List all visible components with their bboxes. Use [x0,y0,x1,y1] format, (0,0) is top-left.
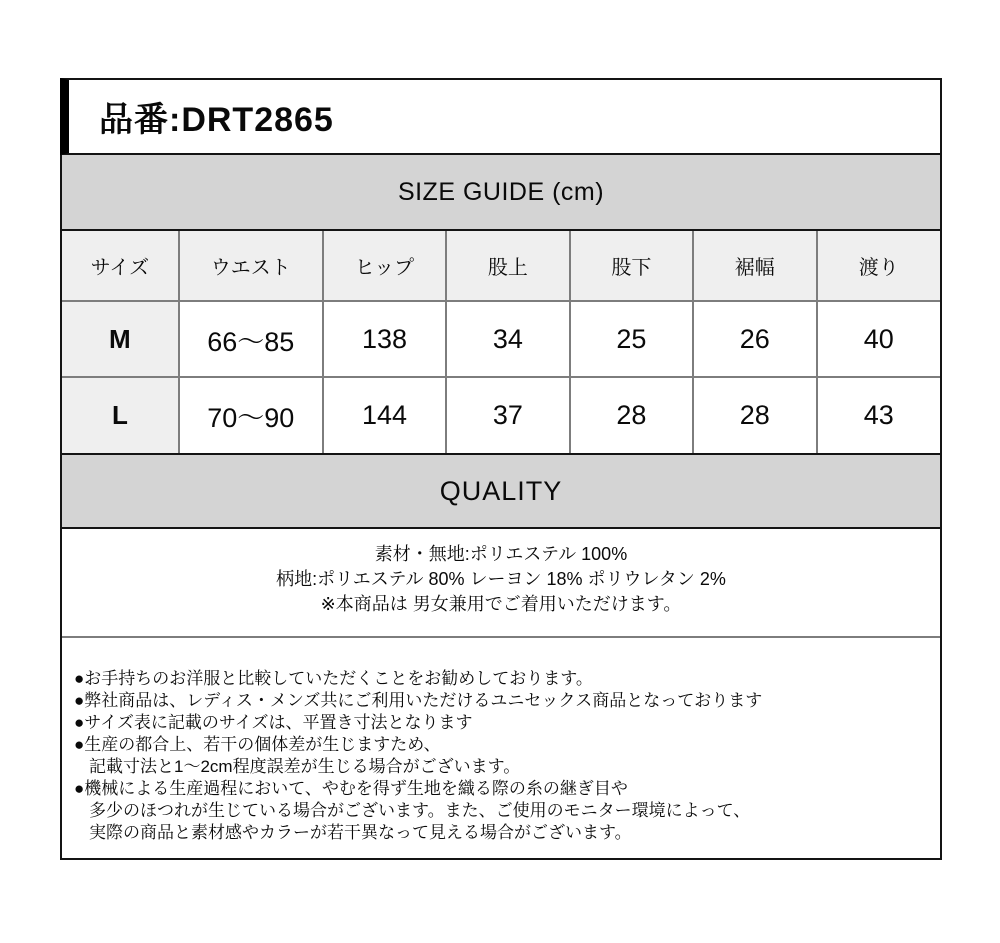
note-line: ●お手持ちのお洋服と比較していただくことをお勧めしております。 [74,669,593,688]
cell-m-hem-width: 26 [693,301,816,377]
material-line-unisex: ※本商品は 男女兼用でご着用いただけます。 [320,594,682,614]
table-row-m [62,301,940,377]
material-info [62,529,940,638]
column-header-hip: ヒップ [323,231,446,301]
cell-l-inseam: 28 [570,377,693,453]
note-line: ●生産の都合上、若干の個体差が生じますため、 [74,735,441,754]
column-header-size: サイズ [62,231,179,301]
size-guide-header [60,155,942,231]
size-table-header-row [62,231,940,301]
size-table-wrap [60,231,942,455]
cell-m-hip: 138 [323,301,446,377]
column-header-inseam: 股下 [570,231,693,301]
cell-l-hip: 144 [323,377,446,453]
cell-l-rise: 37 [446,377,569,453]
size-guide-header-text: SIZE GUIDE (cm) [397,177,605,206]
cell-l-size: L [62,377,179,453]
quality-notes-box [60,529,942,860]
product-number-box [60,78,942,155]
column-header-rise: 股上 [446,231,569,301]
quality-header-text: QUALITY [439,475,563,506]
note-line: 多少のほつれが生じている場合がございます。また、ご使用のモニター環境によって、 [89,801,751,820]
notes-section [62,638,940,858]
column-header-waist: ウエスト [179,231,323,301]
cell-m-inseam: 25 [570,301,693,377]
material-line-pattern: 柄地:ポリエステル 80% レーヨン 18% ポリウレタン 2% [276,569,726,589]
material-line-plain: 素材・無地:ポリエステル 100% [374,544,628,564]
cell-m-size: M [62,301,179,377]
note-line: ●機械による生産過程において、やむを得ず生地を織る際の糸の継ぎ目や [74,779,628,798]
cell-l-hem-width: 28 [693,377,816,453]
note-line: ●サイズ表に記載のサイズは、平置き寸法となります [74,713,473,732]
cell-l-thigh-width: 43 [817,377,941,453]
note-line: ●弊社商品は、レディス・メンズ共にご利用いただけるユニセックス商品となっております [74,691,763,710]
table-row-l [62,377,940,453]
cell-l-waist: 70〜90 [179,377,323,453]
size-table [62,231,940,453]
note-line: 実際の商品と素材感やカラーが若干異なって見える場合がございます。 [89,823,632,842]
quality-header [60,455,942,529]
column-header-thigh-width: 渡り [817,231,941,301]
note-line: 記載寸法と1〜2cm程度誤差が生じる場合がございます。 [89,757,521,776]
cell-m-thigh-width: 40 [817,301,941,377]
cell-m-waist: 66〜85 [179,301,323,377]
cell-m-rise: 34 [446,301,569,377]
product-number-text: 品番:DRT2865 [99,101,334,139]
size-spec-sheet [60,78,942,860]
column-header-hem-width: 裾幅 [693,231,816,301]
